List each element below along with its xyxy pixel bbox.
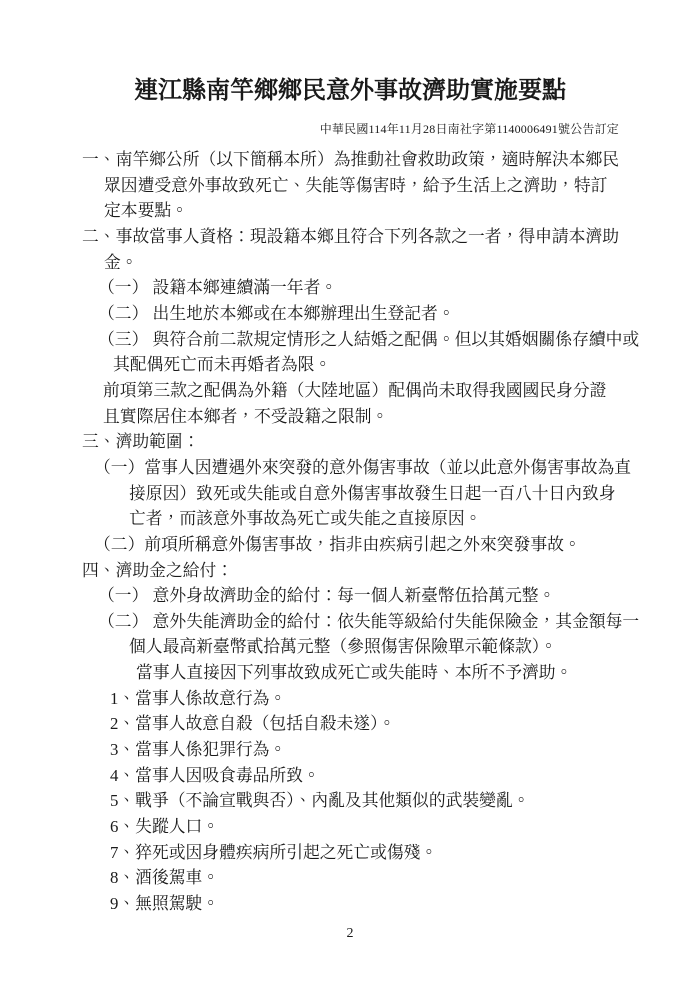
text-line: 金。 — [104, 252, 138, 272]
text-line: 8、酒後駕車。 — [110, 868, 220, 888]
text-line: 定本要點。 — [104, 201, 188, 221]
document-body — [82, 147, 642, 917]
text-line: （二） 意外失能濟助金的給付：依失能等級給付失能保險金，其金額每一 — [98, 611, 640, 631]
text-line: 2、當事人故意自殺（包括自殺未遂）。 — [110, 714, 396, 734]
text-line: 眾因遭受意外事故致死亡、失能等傷害時，給予生活上之濟助，特訂 — [104, 175, 608, 195]
text-line: 7、猝死或因身體疾病所引起之死亡或傷殘。 — [110, 842, 438, 862]
text-line: 當事人直接因下列事故致成死亡或失能時、本所不予濟助。 — [136, 663, 573, 683]
text-line: 3、當事人係犯罪行為。 — [110, 740, 287, 760]
text-line: 5、戰爭（不論宣戰與否）、內亂及其他類似的武裝變亂。 — [110, 791, 530, 811]
page-number: 2 — [346, 926, 354, 941]
text-line: 一、南竿鄉公所（以下簡稱本所）為推動社會救助政策，適時解決本鄉民 — [82, 150, 620, 169]
text-line: 接原因）致死或失能或自意外傷害事故發生日起一百八十日內致身 — [129, 483, 616, 503]
text-line: 三、濟助範圍： — [82, 432, 200, 452]
text-line: 且實際居住本鄉者，不受設籍之限制。 — [103, 406, 389, 426]
document-title: 連江縣南竿鄉鄉民意外事故濟助實施要點 — [134, 78, 566, 104]
text-line: 前項第三款之配偶為外籍（大陸地區）配偶尚未取得我國國民身分證 — [103, 380, 607, 400]
text-line: 四、濟助金之給付： — [82, 560, 234, 580]
text-line: （一） 意外身故濟助金的給付：每一個人新臺幣伍拾萬元整。 — [98, 586, 556, 606]
text-line: （二） 出生地於本鄉或在本鄉辦理出生登記者。 — [98, 303, 455, 323]
text-line: （一） 設籍本鄉連續滿一年者。 — [98, 278, 338, 298]
text-line: 9、無照駕駛。 — [110, 894, 220, 914]
text-line: 個人最高新臺幣貳拾萬元整（參照傷害保險單示範條款）。 — [129, 637, 557, 657]
promulgation-date: 中華民國114年11月28日南社字第1140006491號公告訂定 — [319, 122, 619, 136]
text-line: 二、事故當事人資格：現設籍本鄉且符合下列各款之一者，得申請本濟助 — [82, 226, 620, 246]
text-line: （三） 與符合前二款規定情形之人結婚之配偶。但以其婚姻關係存續中或 — [98, 329, 640, 349]
text-line: 6、失蹤人口。 — [110, 817, 220, 837]
text-line: （一）當事人因遭遇外來突發的意外傷害事故（並以此意外傷害事故為直 — [94, 457, 632, 477]
text-line: 1、當事人係故意行為。 — [110, 688, 287, 708]
text-line: 4、當事人因吸食毒品所致。 — [110, 765, 320, 785]
text-line: 亡者，而該意外事故為死亡或失能之直接原因。 — [129, 509, 482, 529]
text-line: （二）前項所稱意外傷害事故，指非由疾病引起之外來突發事故。 — [94, 534, 581, 554]
text-line: 其配偶死亡而未再婚者為限。 — [113, 355, 332, 375]
